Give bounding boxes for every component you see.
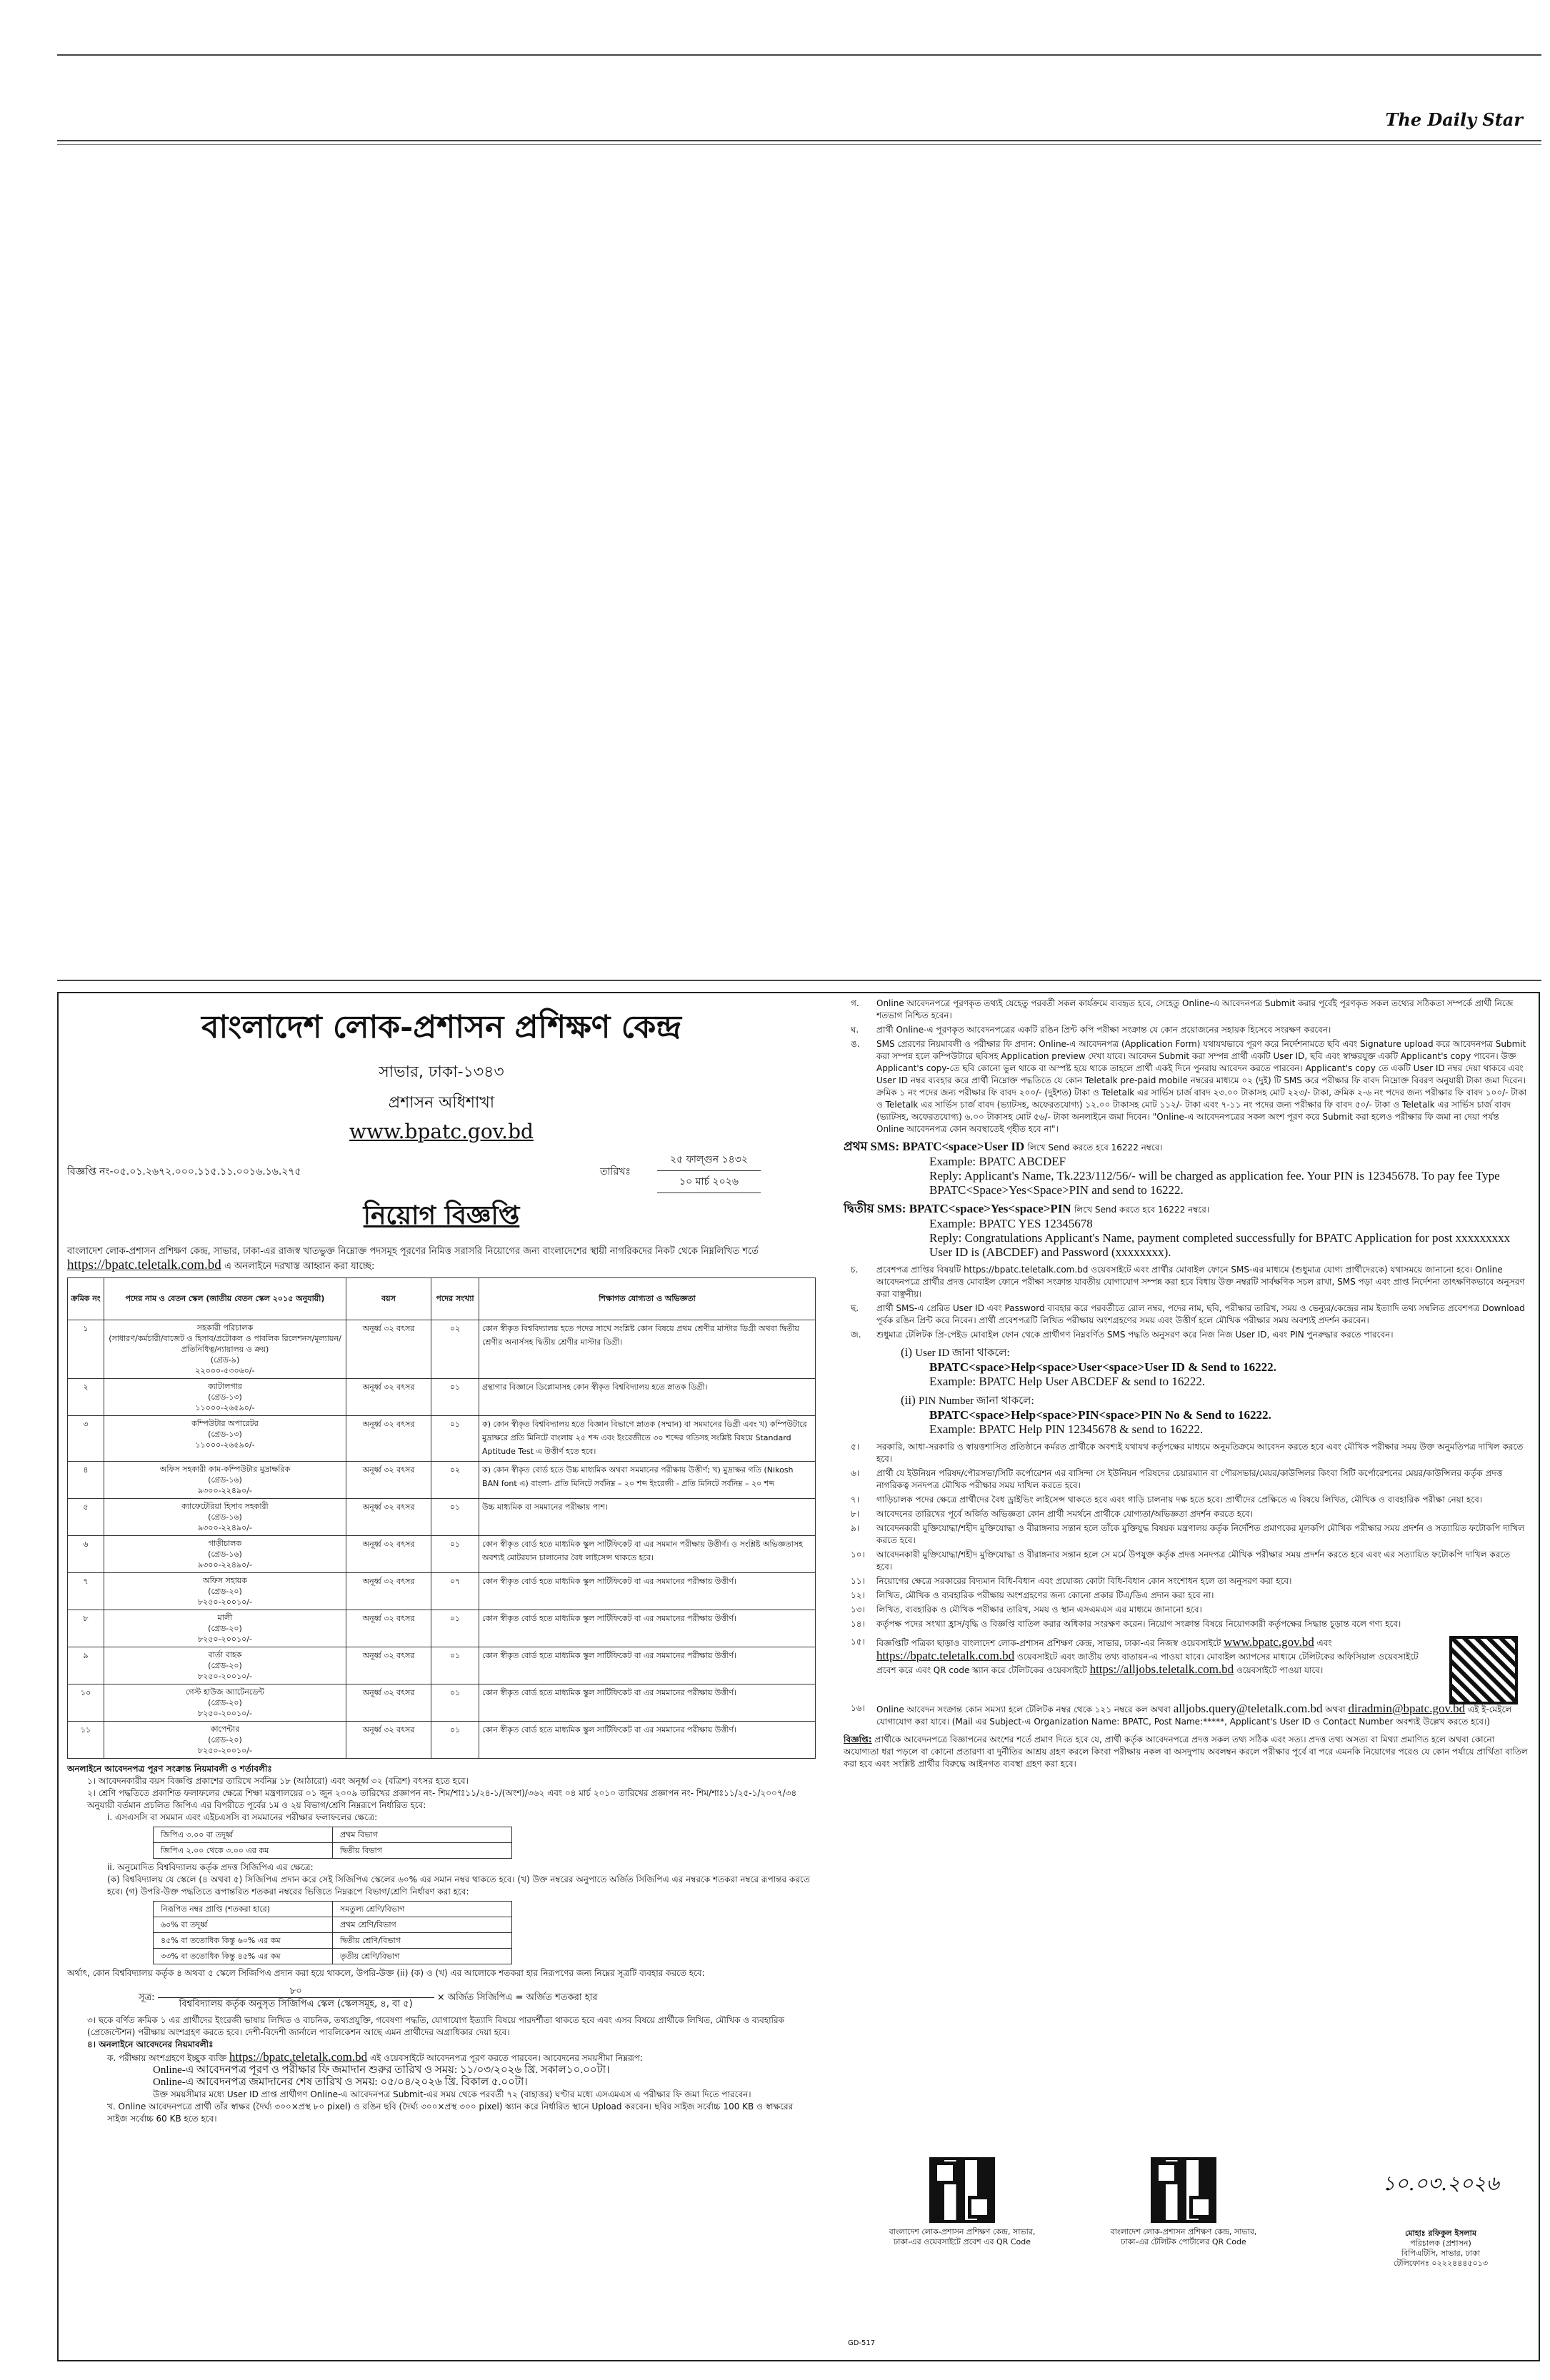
notice-title: নিয়োগ বিজ্ঞপ্তি <box>363 1200 520 1230</box>
list-item <box>844 1441 1528 1465</box>
sms-second <box>844 1202 1528 1260</box>
signature-block <box>1362 2157 1519 2269</box>
cell-serial: ৬ <box>68 1536 104 1573</box>
post-scale: ১১০০০-২৬৫৯০/- <box>195 1440 255 1450</box>
conditions <box>67 1763 816 2125</box>
qr-signature-row <box>841 2157 1534 2350</box>
cell-count: ০২ <box>431 1462 479 1499</box>
post-name: অফিস সহায়ক <box>203 1576 247 1585</box>
cell-serial: ১০ <box>68 1684 104 1722</box>
list-item <box>844 1575 1528 1587</box>
item-text: আবেদনের তারিখের পূর্বে অর্জিত অভিজ্ঞতা কোন প্রার্থী সমর্থনে প্রার্থীকে যোগ্যতা/অভিজ্ঞতা প্রদর্শন করতে হবে। <box>876 1509 1253 1519</box>
cell-count: ০১ <box>431 1379 479 1416</box>
post-grade: (গ্রেড-২০) <box>208 1661 242 1670</box>
post-scale: ৮২৫০-২০০১০/- <box>198 1746 252 1755</box>
table-row <box>154 1933 512 1949</box>
cell-serial: ১১ <box>68 1722 104 1759</box>
gpa-table <box>153 1827 512 1859</box>
item-text: লিখিত, মৌখিক ও ব্যবহারিক পরীক্ষায় অংশগ্রহণের জন্য কোনো প্রকার টিএ/ডিএ প্রদান করা হবে না। <box>876 1590 1214 1600</box>
intro-url[interactable]: https://bpatc.teletalk.com.bd <box>67 1257 221 1272</box>
post-name: মালী <box>217 1613 233 1622</box>
col-serial: ক্রমিক নং <box>68 1278 104 1320</box>
date-english: ১০ মার্চ ২০২৬ <box>657 1171 761 1193</box>
condition-4k <box>67 2051 816 2064</box>
post-scale: ৯৩০০-২২৪৯০/- <box>198 1523 252 1532</box>
item-ja <box>844 1329 1528 1341</box>
post-name: গাড়ীচালক <box>208 1539 242 1548</box>
recover-example: Example: BPATC Help PIN 12345678 & send to 16222. <box>929 1422 1204 1436</box>
cell-post <box>104 1573 346 1610</box>
cell-qualification: কোন স্বীকৃত বিশ্ববিদ্যালয় হতে পদের সাথে সংশ্লিষ্ট কোন বিষয়ে প্রথম শ্রেণীর মাস্টার ডিগ্রী অথবা দ্বিতীয় শ্রেণীর অনার্সসহ দ্বিতীয় শ্রেণীর মাস্টার ডিগ্রী। <box>479 1320 816 1379</box>
item-key: ৫। <box>851 1442 860 1452</box>
sms-first <box>844 1140 1528 1197</box>
cell-serial: ৫ <box>68 1499 104 1536</box>
table-row <box>154 1843 512 1859</box>
table-cell: জিপিএ ২.০০ থেকে ৩.০০ এর কম <box>154 1843 333 1859</box>
right-items-3 <box>844 1441 1528 1630</box>
col-age: বয়স <box>346 1278 431 1320</box>
post-grade: (গ্রেড-১৬) <box>208 1475 242 1485</box>
item-15-url-2[interactable]: https://bpatc.teletalk.com.bd <box>876 1649 1015 1662</box>
condition-4k-url[interactable]: https://bpatc.teletalk.com.bd <box>229 2050 368 2064</box>
sms-second-command: BPATC<space>Yes<space>PIN <box>909 1202 1071 1215</box>
signatory-office: বিপিএটিসি, সাভার, ঢাকা <box>1401 2249 1480 2258</box>
item-text: প্রার্থী SMS-এ প্রেরিত User ID এবং Password ব্যবহার করে পরবর্তীতে রোল নম্বর, পদের নাম, ছবি, পরীক্ষার তারিখ, সময় ও ভেন্যুর/কেন্দ্রের নাম ইত্যাদি তথ্য সম্বলিত প্রবেশপত্র Download পূর্বক রঙিন প্রিন্ট করে নিবেন। প্রার্থী প্রবেশপত্রটি লিখিত পরীক্ষায় অংশগ্রহণের সময় এবং উত্তীর্ণ হলে মৌখিক পরীক্ষার সময় অবশ্যই প্রদর্শন করবেন। <box>876 1303 1525 1325</box>
post-name: বার্তা বাহক <box>208 1650 242 1660</box>
list-item <box>844 1522 1528 1547</box>
qr-caption: বাংলাদেশ লোক-প্রশাসন প্রশিক্ষণ কেন্দ্র, সাভার, ঢাকা-এর ওয়েবসাইটে প্রবেশ এর QR Code <box>889 2227 1036 2246</box>
table-row <box>154 1827 512 1843</box>
item-key: গ. <box>851 998 859 1008</box>
cgpa-table <box>153 1901 512 1964</box>
item-16-email-1[interactable]: alljobs.query@teletalk.com.bd <box>1173 1702 1323 1715</box>
item-text: SMS প্রেরণের নিয়মাবলী ও পরীক্ষার ফি প্রদান: Online-এ আবেদনপত্র (Application Form) যথাযথভাবে পূরণ করে নির্দেশনামতে ছবি এবং Signature upload করে আবেদনপত্র Submit করা সম্পন্ন হলে কম্পিউটারে ছবিসহ Application preview দেখা যাবে। আবেদন Submit করা সম্পন্ন প্রার্থী একটি User ID, ছবি এবং স্বাক্ষরযুক্ত একটি Applicant's copy পাবেন। উক্ত Applicant's copy-তে ছবি কোনো ভুল থাকে বা অস্পষ্ট হয়ে থাকে তাহলে প্রার্থী একই দিনে পুনরায় আবেদন করতে পারবেন। Applicant's copy তে একটি User ID নম্বর দেয়া থাকবে এবং User ID নম্বর ব্যবহার করে প্রার্থী নিম্নোক্ত পদ্ধতিতে যে কোন Teletalk pre-paid mobile নম্বরের মাধ্যমে ০২ (দুই) টি SMS করে পরীক্ষার ফি বাবদ নিম্নোক্ত বিবরণ অনুযায়ী টাকা জমা দিবেন। ক্রমিক ১ নং পদের জন্য পরীক্ষার ফি বাবদ ২০০/- (দুইশত) টাকা ও Teletalk এর সার্ভিস চার্জ বাবদ ২৩.০০ টাকাসহ মোট ২২৩/- টাকা, ক্রমিক ২-৬ নং পদের জন্য পরীক্ষার ফি বাবদ ১০০/- টাকা ও Teletalk এর সার্ভিস চার্জ বাবদ (ভ্যাটসহ, অফেরতযোগ্য) ১২.০০ টাকাসহ মোট ১১২/- টাকা এবং ৭-১১ নং পদের জন্য পরীক্ষার ফি বাবদ ৫০/- টাকা ও Teletalk এর সার্ভিস চার্জ বাবদ (ভ্যাটসহ, অফেরতযোগ্য) ৬.০০ টাকাসহ মোট ৫৬/- টাকা অনলাইনে জমা দিবেন। "Online-এ আবেদনপত্রের সকল অংশ পূরণ করে Submit করা হলেও পরীক্ষার ফি জমা না দেয়া পর্যন্ত Online আবেদনপত্র কোন অবস্থাতেই গৃহীত হবে না"। <box>876 1039 1527 1134</box>
cell-qualification: কোন স্বীকৃত বোর্ড হতে মাধ্যমিক স্কুল সার্টিফিকেট বা এর সমমানের পরীক্ষায় উত্তীর্ণ। <box>479 1610 816 1647</box>
cell-count: ০৭ <box>431 1573 479 1610</box>
list-item <box>844 1590 1528 1602</box>
post-scale: ৯৩০০-২২৪৯০/- <box>198 1486 252 1495</box>
list-item <box>844 1604 1528 1616</box>
signatory-phone: টেলিফোনঃ ০২২২৪৪৪৫০১৩ <box>1394 2259 1488 2268</box>
item-text: গাড়িচালক পদের ক্ষেত্রে প্রার্থীদের বৈধ ড্রাইভিং লাইসেন্স থাকতে হবে এবং গাড়ি চালনায় দক্ষ হতে হবে। প্রার্থীদের প্রেক্ষিতে এ বিষয়ে লিখিত, মৌখিক ও ব্যবহারিক পরীক্ষা নেয়া হবে। <box>876 1495 1483 1505</box>
table-row <box>68 1379 816 1416</box>
item-text: নিয়োগের ক্ষেত্রে সরকারের বিদ্যমান বিধি-বিধান এবং প্রযোজ্য কোটা বিধি-বিধান কোন সংশোধন হলে তা অনুসরণ করা হবে। <box>876 1576 1292 1586</box>
item-key: জ. <box>851 1330 861 1340</box>
recover-example: Example: BPATC Help User ABCDEF & send to 16222. <box>929 1375 1206 1388</box>
recover-key: (ii) <box>901 1393 916 1407</box>
table-row <box>68 1610 816 1647</box>
cell-post <box>104 1722 346 1759</box>
item-15 <box>844 1636 1528 1700</box>
post-scale: ৮২৫০-২০০১০/- <box>198 1672 252 1681</box>
masthead-rule <box>57 140 1541 141</box>
sms-first-label: প্রথম SMS: <box>844 1140 900 1153</box>
item-text: প্রার্থী যে ইউনিয়ন পরিষদ/পৌরসভা/সিটি কর্পোরেশন এর বাসিন্দা সে ইউনিয়ন পরিষদের চেয়ারম্যান বা পৌরসভার/মেয়র/কাউন্সিলর কিংবা সিটি কর্পোরেশনের মেয়র/কাউন্সিলর কর্তৃক প্রদত্ত নাগরিকত্ব সনদপত্র মৌখিক পরীক্ষার সময় দাখিল করতে হবে। <box>876 1468 1503 1490</box>
item-text: আবেদনকারী মুক্তিযোদ্ধা/শহীদ মুক্তিযোদ্ধা ও বীরাঙ্গনার সন্তান হলে সে মর্মে উপযুক্ত কর্তৃক প্রদত্ত সনদপত্র মৌখিক পরীক্ষার সময় প্রদর্শন করতে হবে এবং এর সত্যায়িত ফটোকপি দাখিল করতে হবে। <box>876 1550 1511 1572</box>
item-key: ঘ. <box>851 1025 859 1035</box>
mini-table-2-text: (ক) বিশ্ববিদ্যালয় যে স্কেলে (৪ অথবা ৫) সিজিপিএ প্রদান করে সেই সিজিপিএ স্কেলের ৬০% এর সমান নম্বর থাকতে হবে। (খ) উক্ত নম্বরের অনুপাতে অর্জিত সিজিপিএ এর নম্বরকে শতকরা নম্বরে রূপান্তর করতে হবে। (গ) উপরি-উক্ত পদ্ধতিতে রূপান্তরিত শতকরা নম্বরের ভিত্তিতে নিম্নরূপে বিভাগ/শ্রেণি নির্ধারণ করা হবে: <box>107 1874 810 1897</box>
condition-4k-end: এই ওয়েবসাইটে আবেদনপত্র পূরণ করতে পারবেন। আবেদনের সময়সীমা নিম্নরূপ: <box>369 2053 643 2063</box>
item-key: ৯। <box>851 1523 860 1533</box>
item-16-text-c: এই ই-মেইলে যোগাযোগ করা যাবে। (Mail এর Subject-এ Organization Name: BPATC, Post Name:*****, Applicant's User ID ও Contact Number অবশ্যই উল্লেখ করতে হবে।) <box>876 1704 1512 1727</box>
cell-count: ০১ <box>431 1499 479 1536</box>
cell-post <box>104 1684 346 1722</box>
post-scale: ১১০০০-২৬৫৯০/- <box>195 1403 255 1412</box>
cell-age: অনূর্ধ্ব ৩২ বৎসর <box>346 1722 431 1759</box>
online-start: Online-এ আবেদনপত্র পূরণ ও পরীক্ষার ফি জমাদান শুরুর তারিখ ও সময়: ১১/০৩/২০২৬ খ্রি. সকাল১০.০০টা। <box>153 2064 610 2076</box>
item-text: আবেদনকারী মুক্তিযোদ্ধা/শহীদ মুক্তিযোদ্ধা ও বীরাঙ্গনার সন্তান হলে তাঁকে মুক্তিযুদ্ধ বিষয়ক মন্ত্রণালয় কর্তৃক নির্দেশিত প্রমাণকের মূলকপি মৌখিক পরীক্ষার সময় প্রদর্শন ও সত্যায়িত ফটোকপি দাখিল করতে হবে। <box>876 1523 1525 1545</box>
cell-serial: ৯ <box>68 1647 104 1684</box>
right-items-1 <box>841 993 1534 1770</box>
posts-table-header <box>68 1278 816 1320</box>
table-row <box>154 1949 512 1964</box>
cell-count: ০১ <box>431 1536 479 1573</box>
col-post: পদের নাম ও বেতন স্কেল (জাতীয় বেতন স্কেল ২০১৫ অনুযায়ী) <box>104 1278 346 1320</box>
table-cell: সমতুল্য শ্রেণি/বিভাগ <box>333 1902 512 1917</box>
notice-paragraph <box>844 1734 1528 1770</box>
formula-label: সূত্র: <box>139 1992 155 2003</box>
cell-count: ০১ <box>431 1722 479 1759</box>
intro-text: বাংলাদেশ লোক-প্রশাসন প্রশিক্ষণ কেন্দ্র, সাভার, ঢাকা-এর রাজস্ব খাতভুক্ত নিম্নোক্ত পদসমূহ পূরণের নিমিত্ত সরাসরি নিয়োগের জন্য বাংলাদেশের স্থায়ী নাগরিকদের নিকট থেকে নিম্নলিখিত শর্তে <box>67 1246 759 1257</box>
item-15-url-1[interactable]: www.bpatc.gov.bd <box>1224 1635 1314 1649</box>
table-cell: দ্বিতীয় শ্রেণি/বিভাগ <box>333 1933 512 1949</box>
cell-post <box>104 1416 346 1462</box>
qr-code-icon <box>1449 1636 1518 1704</box>
item-gha <box>844 1024 1528 1036</box>
qr-code-icon <box>1151 2157 1216 2223</box>
qr-caption: বাংলাদেশ লোক-প্রশাসন প্রশিক্ষণ কেন্দ্র, সাভার, ঢাকা-এর টেলিটক পোর্টালের QR Code <box>1110 2227 1257 2246</box>
table-cell: প্রথম শ্রেণি/বিভাগ <box>333 1917 512 1933</box>
item-key: চ. <box>851 1265 859 1275</box>
post-name: ক্যাটালগার <box>208 1382 242 1391</box>
item-15-text-b: এবং <box>1316 1638 1332 1648</box>
post-scale: ২২০০০-৫৩০৬০/- <box>195 1366 255 1375</box>
cell-serial: ৮ <box>68 1610 104 1647</box>
cell-count: ০১ <box>431 1416 479 1462</box>
post-name: কাপেন্টার <box>210 1724 240 1734</box>
cell-age: অনূর্ধ্ব ৩২ বৎসর <box>346 1573 431 1610</box>
gd-code: GD-517 <box>848 2339 876 2347</box>
condition-4kh: খ. Online আবেদনপত্রে প্রার্থী তাঁর স্বাক্ষর (দৈর্ঘ্য ৩০০×প্রস্থ ৮০ pixel) ও রঙিন ছবি (দৈর্ঘ্য ৩০০×প্রস্থ ৩০০ pixel) স্ক্যান করে নির্ধারিত স্থানে Upload করবেন। ছবির সাইজ সর্বোচ্চ 100 KB ও স্বাক্ষরের সাইজ সর্বোচ্চ 60 KB হতে হবে। <box>107 2102 794 2124</box>
organization-name: বাংলাদেশ লোক-প্রশাসন প্রশিক্ষণ কেন্দ্র <box>201 1009 681 1045</box>
recover-key: (i) <box>901 1345 913 1359</box>
posts-table <box>67 1277 816 1759</box>
post-name: সহকারী পরিচালক <box>196 1323 254 1332</box>
item-text: Online আবেদনপত্রে পূরণকৃত তথ্যই যেহেতু পরবর্তী সকল কার্যক্রমে ব্যবহৃত হবে, সেহেতু Online-এ আবেদনপত্র Submit করার পূর্বেই পূরণকৃত সকল তথ্যের সঠিকতা সম্পর্কে প্রার্থী নিজে শতভাগ নিশ্চিত হবেন। <box>876 998 1514 1020</box>
table-cell: তৃতীয় শ্রেণি/বিভাগ <box>333 1949 512 1964</box>
formula-denominator: বিশ্ববিদ্যালয় কর্তৃক অনুসৃত সিজিপিএ স্কেল (স্কেলসমূহ, ৪, বা ৫) <box>179 1999 413 2009</box>
sms-first-example: Example: BPATC ABCDEF <box>929 1155 1066 1168</box>
table-cell: ৪৫% বা ততোধিক কিন্তু ৬০% এর কম <box>154 1933 333 1949</box>
condition-2: ২। শ্রেণি পদ্ধতিতে প্রকাশিত ফলাফলের ক্ষেত্রে শিক্ষা মন্ত্রণালয়ের ০১ জুন ২০০৯ তারিখের প্রজ্ঞাপন নং- শিম/শাঃ১১/২৪-১/(অংশ)/৩৬২ এবং ০৪ মার্চ ২০১০ তারিখের প্রজ্ঞাপন নং- শিম/শাঃ১১/২৫-১/২০০৭/৩৪ অনুযায়ী বর্তমান প্রচলিত জিপিএ এর বিপরীতে পূর্বের ১ম ও ২য় বিভাগ/শ্রেণি নিম্নরূপে নির্ধারিত হবে: <box>87 1788 797 1810</box>
item-text: শুধুমাত্র টেলিটক প্রি-পেইড মোবাইল ফোন থেকে প্রার্থীগণ নিম্নবর্ণিত SMS পদ্ধতি অনুসরণ করে নিজ নিজ User ID, এবং PIN পুনরুদ্ধার করতে পারবেন। <box>876 1330 1394 1340</box>
item-text: প্রবেশপত্র প্রাপ্তির বিষয়টি https://bpatc.teletalk.com.bd ওয়েবসাইটে এবং প্রার্থীর মোবাইল ফোনে SMS-এর মাধ্যমে (শুধুমাত্র যোগ্য প্রার্থীদেরকে) যথাসময়ে জানানো হবে। Online আবেদনপত্রে প্রার্থীর প্রদত্ত মোবাইল ফোনে পরীক্ষা সংক্রান্ত যাবতীয় যোগাযোগ সম্পন্ন করা হবে বিধায় উক্ত নম্বরটি সার্বক্ষণিক সচল রাখা, SMS পড়া এবং প্রাপ্ত নির্দেশনা তাৎক্ষণিকভাবে অনুসরণ করা বাঞ্ছনীয়। <box>876 1265 1525 1299</box>
signatory-name: মোহাঃ রফিকুল ইসলাম <box>1405 2229 1476 2238</box>
cell-age: অনূর্ধ্ব ৩২ বৎসর <box>346 1320 431 1379</box>
sms-second-label: দ্বিতীয় SMS: <box>844 1202 906 1215</box>
cell-qualification: ক) কোন স্বীকৃত বোর্ড হতে উচ্চ মাধ্যমিক অথবা সমমানের পরীক্ষায় উত্তীর্ণ; খ) মুদ্রাক্ষর গতি (Nikosh BAN font এ) বাংলা- প্রতি মিনিটে সর্বনিম্ন – ২০ শব্দ ইংরেজী - প্রতি মিনিটে সর্বনিম্ন – ২০ শব্দ <box>479 1462 816 1499</box>
cell-qualification: কোন স্বীকৃত বোর্ড হতে মাধ্যমিক স্কুল সার্টিফিকেট বা এর সমমানের পরীক্ষায় উত্তীর্ণ। <box>479 1722 816 1759</box>
recover-intro: PIN Number জানা থাকলে: <box>919 1395 1034 1407</box>
cell-serial: ৭ <box>68 1573 104 1610</box>
item-text: লিখিত, ব্যবহারিক ও মৌখিক পরীক্ষার তারিখ, সময় ও স্থান এসএমএস এর মাধ্যমে জানানো হবে। <box>876 1605 1202 1615</box>
post-grade: (গ্রেড-২০) <box>208 1587 242 1596</box>
ad-right-column <box>841 993 1534 2360</box>
qr-block-website <box>884 2157 1041 2247</box>
item-cha <box>844 1264 1528 1300</box>
list-item <box>844 1549 1528 1573</box>
post-name: অফিস সহকারী কাম-কম্পিউটার মুদ্রাক্ষরিক <box>159 1465 291 1474</box>
sms-second-example: Example: BPATC YES 12345678 <box>929 1217 1093 1230</box>
table-cell: ৩৩% বা ততোধিক কিন্তু ৪৫% এর কম <box>154 1949 333 1964</box>
intro-paragraph <box>67 1245 816 1273</box>
table-row <box>68 1647 816 1684</box>
table-row <box>154 1902 512 1917</box>
online-userid: উক্ত সময়সীমার মধ্যে User ID প্রাপ্ত প্রার্থীগণ Online-এ আবেদনপত্র Submit-এর সময় থেকে পরবর্তী ৭২ (বাহাত্তর) ঘণ্টার মধ্যে এসএমএস এ পরীক্ষার ফি জমা দিতে পারবেন। <box>153 2089 751 2099</box>
cell-post <box>104 1647 346 1684</box>
post-grade: (গ্রেড-২০) <box>208 1698 242 1707</box>
cell-post <box>104 1610 346 1647</box>
sms-second-tail: লিখে Send করতে হবে 16222 নম্বরে। <box>1074 1205 1210 1215</box>
recover-intro: User ID জানা থাকলে: <box>915 1347 1010 1359</box>
condition-4: ৪। অনলাইনে আবেদনের নিয়মাবলীঃ <box>87 2039 214 2049</box>
post-grade: (গ্রেড-১৩) <box>208 1392 242 1402</box>
notice-text: প্রার্থীকে আবেদনপত্রে বিজ্ঞাপনের অংশের শর্তে প্রমাণ দিতে হবে যে, প্রার্থী কর্তৃক আবেদনপত্রে প্রদত্ত সকল তথ্য সঠিক এবং সত্য। প্রদত্ত তথ্য অসত্য বা মিথ্যা প্রমাণিত হলে অথবা কোনো অযোগ্যতা ধরা পড়লে বা কোনো প্রতারণা বা দুর্নীতির আশ্রয় গ্রহণ করলে কিংবা পরীক্ষায় নকল বা অসদুপায় অবলম্বন করলে পরীক্ষার পূর্বে বা পরে এমনকি নিয়োগের পরেও যে কোন পর্যায়ে প্রার্থিতা বাতিল করা হবে এবং সংশ্লিষ্ট প্রার্থীর বিরুদ্ধে আইনগত ব্যবস্থা গ্রহণ করা হবে। <box>844 1734 1528 1769</box>
item-key: ১২। <box>851 1590 865 1600</box>
table-cell: প্রথম বিভাগ <box>333 1827 512 1843</box>
table-cell: নিরূপিত নম্বর প্রাপ্তি (শতকরা হারে) <box>154 1902 333 1917</box>
item-key: ঙ. <box>851 1039 860 1049</box>
formula-fraction <box>158 1985 434 2010</box>
signatory-title: পরিচালক (প্রশাসন) <box>1410 2239 1471 2248</box>
qr-code-icon <box>929 2157 995 2223</box>
cell-count: ০১ <box>431 1647 479 1684</box>
cell-qualification: ক) কোন স্বীকৃত বিশ্ববিদ্যালয় হতে বিজ্ঞান বিভাগে স্নাতক (সম্মান) বা সমমানের ডিগ্রী এবং খ) কম্পিউটারে মুদ্রাক্ষরে প্রতি মিনিটে বাংলায় ২৫ শব্দ এবং ইংরেজীতে ৩০ শব্দের গতিসহ সংশ্লিষ্ট বিষয়ে Standard Aptitude Test এ উত্তীর্ণ হতে হবে। <box>479 1416 816 1462</box>
item-key: ১৩। <box>851 1605 865 1615</box>
sms-first-reply: Reply: Applicant's Name, Tk.223/112/56/- will be charged as application fee. Your PIN is 12345678. To pay fee Type BPATC<Space>Yes<Space>PIN and send to 16222. <box>929 1169 1500 1197</box>
post-grade: (গ্রেড-২০) <box>208 1624 242 1633</box>
item-key: ছ. <box>851 1303 859 1313</box>
post-grade: (গ্রেড-১৬) <box>208 1512 242 1522</box>
organization-website[interactable]: www.bpatc.gov.bd <box>349 1120 534 1143</box>
cell-serial: ১ <box>68 1320 104 1379</box>
list-item <box>844 1618 1528 1630</box>
cell-post <box>104 1499 346 1536</box>
item-15-text-a: বিজ্ঞপ্তিটি পত্রিকা ছাড়াও বাংলাদেশ লোক-প্রশাসন প্রশিক্ষণ কেন্দ্র, সাভার, ঢাকা-এর নিজস্ব ওয়েবসাইটে <box>876 1638 1221 1648</box>
cell-count: ০১ <box>431 1610 479 1647</box>
post-scale: ৮২৫০-২০০১০/- <box>198 1709 252 1718</box>
list-item <box>844 1508 1528 1520</box>
cell-post <box>104 1320 346 1379</box>
conditions-heading: অনলাইনে আবেদনপত্র পূরণ সংক্রান্ত নিয়মাবলী ও শর্তাবলীঃ <box>67 1764 272 1774</box>
table-row <box>68 1462 816 1499</box>
mini-table-1-caption: i. এসএসসি বা সমমান এবং এইচএসসি বা সমমানের পরীক্ষার ফলাফলের ক্ষেত্রে: <box>107 1812 378 1822</box>
reference-row <box>63 1149 820 1193</box>
signature-mark: ১০.০৩.২০২৬ <box>1382 2171 1499 2195</box>
cell-age: অনূর্ধ্ব ৩২ বৎসর <box>346 1499 431 1536</box>
sms-first-command: BPATC<space>User ID <box>902 1140 1025 1153</box>
post-scale: ৮২৫০-২০০১০/- <box>198 1597 252 1607</box>
cell-post <box>104 1462 346 1499</box>
item-16-text-a: Online আবেদন সংক্রান্ত কোন সমস্যা হলে টেলিটক নম্বর থেকে ১২১ নম্বরে কল অথবা <box>876 1704 1171 1714</box>
item-key: ১১। <box>851 1576 865 1586</box>
item-text: কর্তৃপক্ষ পদের সংখ্যা হ্রাস/বৃদ্ধি ও বিজ্ঞপ্তি বাতিল করার অধিকার সংরক্ষণ করেন। নিয়োগ সংক্রান্ত বিষয়ে নিয়োগকারী কর্তৃপক্ষের সিদ্ধান্ত চূড়ান্ত বলে গণ্য হবে। <box>876 1619 1401 1629</box>
cell-serial: ৪ <box>68 1462 104 1499</box>
item-text: সরকারি, আধা-সরকারি ও স্বায়ত্তশাসিত প্রতিষ্ঠানে কর্মরত প্রার্থীকে অবশ্যই যথাযথ কর্তৃপক্ষের মাধ্যমে অনুমতিক্রমে আবেদন করতে হবে এবং মৌখিক পরীক্ষার সময় উক্ত অনুমতিপত্র দাখিল করতে হবে। <box>876 1442 1524 1464</box>
col-qualification: শিক্ষাগত যোগ্যতা ও অভিজ্ঞতা <box>479 1278 816 1320</box>
list-item <box>844 1467 1528 1492</box>
intro-end: এ অনলাইনে দরখাস্ত আহ্বান করা যাচ্ছে: <box>224 1261 375 1272</box>
item-15-text-d: ওয়েবসাইটে পাওয়া যাবে। <box>1236 1665 1324 1675</box>
table-row <box>68 1416 816 1462</box>
cell-count: ০১ <box>431 1684 479 1722</box>
post-name: কম্পিউটার অপারেটর <box>191 1419 259 1428</box>
condition-3: ৩। ছকে বর্ণিত ক্রমিক ১ এর প্রার্থীদের ইংরেজী ভাষায় লিখিত ও বাচনিক, তথ্যপ্রযুক্তি, গবেষণা পদ্ধতি, যোগাযোগ ইত্যাদি বিষয়ে পারদর্শীতা থাকতে হবে এবং এসব বিষয়ে প্রার্থীকে লিখিত, মৌখিক ও ব্যবহারিক (প্রেজেন্টেশন) পরীক্ষায় অংশগ্রহণ করতে হবে। দেশী-বিদেশী জার্নালে পাবলিকেশন আছে এমন প্রার্থীদের অগ্রাধিকার দেয়া হবে। <box>87 2015 784 2037</box>
item-uma <box>844 1038 1528 1135</box>
online-end: Online-এ আবেদনপত্র জমাদানের শেষ তারিখ ও সময়: ০৫/০৪/২০২৬ খ্রি. বিকাল ৫.০০টা। <box>153 2077 528 2088</box>
organization-wing: প্রশাসন অধিশাখা <box>388 1094 495 1112</box>
table-row <box>68 1536 816 1573</box>
cell-age: অনূর্ধ্ব ৩২ বৎসর <box>346 1647 431 1684</box>
table-row <box>68 1684 816 1722</box>
table-row <box>68 1499 816 1536</box>
cell-age: অনূর্ধ্ব ৩২ বৎসর <box>346 1462 431 1499</box>
item-15-text-c: ওয়েবসাইটে এবং জাতীয় তথ্য বাতায়ন-এ পাওয়া যাবে। মোবাইল অ্যাপসের মাধ্যমে টেলিটকের অফিসিয়াল ওয়েবসাইটে প্রবেশ করে এবং QR code স্ক্যান করে টেলিটকের ওয়েবসাইটে <box>876 1652 1419 1675</box>
cell-age: অনূর্ধ্ব ৩২ বৎসর <box>346 1610 431 1647</box>
item-text: প্রার্থী Online-এ পূরণকৃত আবেদনপত্রের একটি রঙিন প্রিন্ট কপি পরীক্ষা সংক্রান্ত যে কোন প্রয়োজনের সহায়ক হিসেবে সংরক্ষণ করবেন। <box>876 1025 1331 1035</box>
cell-qualification: উচ্চ মাধ্যমিক বা সমমানের পরীক্ষায় পাশ। <box>479 1499 816 1536</box>
recover-user-id <box>844 1345 1528 1389</box>
post-name: ক্যাফেটেরিয়া হিসাব সহকারী <box>181 1502 269 1511</box>
col-count: পদের সংখ্যা <box>431 1278 479 1320</box>
post-detail: (সাধারণ/কর্মচারী/বাজেট ও হিসাব/প্রটোকল ও পাবলিক রিলেশনস/মূল্যায়ন/ প্রতিনিধিত্ব/ন্যায়ালয় ও ক্রয়) <box>109 1334 341 1354</box>
list-item <box>844 1494 1528 1506</box>
date-block <box>657 1149 761 1193</box>
item-key: ৮। <box>851 1509 860 1519</box>
qr-block-teletalk <box>1105 2157 1262 2247</box>
post-grade: (গ্রেড-১৩) <box>208 1430 242 1439</box>
cell-qualification: কোন স্বীকৃত বোর্ড হতে মাধ্যমিক স্কুল সার্টিফিকেট বা এর সমমানের পরীক্ষায় উত্তীর্ণ। <box>479 1647 816 1684</box>
masthead: The Daily Star <box>1385 109 1523 130</box>
date-label: তারিখঃ <box>600 1166 631 1178</box>
table-cell: দ্বিতীয় বিভাগ <box>333 1843 512 1859</box>
formula-numerator: ৮০ <box>158 1985 434 1998</box>
ad-left-column <box>63 993 820 2360</box>
cell-age: অনূর্ধ্ব ৩২ বৎসর <box>346 1536 431 1573</box>
condition-1: ১। আবেদনকারীর বয়স বিজ্ঞপ্তি প্রকাশের তারিখে সর্বনিম্ন ১৮ (আঠারো) এবং অনূর্ধ্ব ৩২ (বত্রিশ) বৎসর হতে হবে। <box>87 1776 469 1786</box>
organization-address: সাভার, ঢাকা-১৩৪৩ <box>379 1063 504 1081</box>
post-scale: ৯৩০০-২২৪৯০/- <box>198 1560 252 1570</box>
formula-rhs: × অর্জিত সিজিপিএ = অর্জিত শতকরা হার <box>436 1992 598 2003</box>
notice-label: বিজ্ঞপ্তি: <box>844 1734 872 1744</box>
cell-age: অনূর্ধ্ব ৩২ বৎসর <box>346 1684 431 1722</box>
post-scale: ৮২৫০-২০০১০/- <box>198 1635 252 1644</box>
ad-header <box>63 1003 820 1143</box>
masthead-rule-thin <box>57 144 1541 145</box>
post-grade: (গ্রেড-১৬) <box>208 1550 242 1559</box>
item-16-email-2[interactable]: diradmin@bpatc.gov.bd <box>1348 1702 1466 1715</box>
sms-first-tail: লিখে Send করতে হবে 16222 নম্বরে। <box>1027 1143 1163 1153</box>
item-16-text-b: অথবা <box>1325 1704 1346 1714</box>
table-cell: ৬০% বা তদূর্ধ্ব <box>154 1917 333 1933</box>
mini-table-2-caption: ii. অনুমোদিত বিশ্ববিদ্যালয় কর্তৃক প্রদত্ত সিজিপিএ এর ক্ষেত্রে: <box>107 1862 314 1872</box>
recover-command: BPATC<space>Help<space>User<space>User ID & Send to 16222. <box>929 1360 1276 1374</box>
cell-qualification: কোন স্বীকৃত বোর্ড হতে মাধ্যমিক স্কুল সার্টিফিকেট বা এর সমমান পরীক্ষায় উত্তীর্ণ। ও সংশ্লিষ্ট অভিজ্ঞতাসহ অবশ্যই মোটরযান চালানোর বৈধ লাইসেন্স থাকতে হবে। <box>479 1536 816 1573</box>
item-ga <box>844 998 1528 1022</box>
item-16 <box>844 1702 1528 1728</box>
reference-number: বিজ্ঞপ্তি নং-০৫.০১.২৬৭২.০০০.১১৫.১১.০০১৬.১৬.২৭৫ <box>67 1166 301 1178</box>
item-key: ১৬। <box>851 1703 865 1713</box>
item-key: ১৫। <box>851 1637 865 1647</box>
item-15-url-3[interactable]: https://alljobs.teletalk.com.bd <box>1089 1662 1234 1676</box>
recover-command: BPATC<space>Help<space>PIN<space>PIN No & Send to 16222. <box>929 1408 1271 1422</box>
item-key: ৭। <box>851 1495 860 1505</box>
condition-4k-text: ক. পরীক্ষায় অংশগ্রহণে ইচ্ছুক ব্যক্তি <box>107 2053 227 2063</box>
post-grade: (গ্রেড-৯) <box>210 1355 240 1365</box>
cell-qualification: কোন স্বীকৃত বোর্ড হতে মাধ্যমিক স্কুল সার্টিফিকেট বা এর সমমানের পরীক্ষায় উত্তীর্ণ। <box>479 1573 816 1610</box>
cell-serial: ২ <box>68 1379 104 1416</box>
posts-table-body <box>68 1320 816 1759</box>
cell-qualification: গ্রন্থাগার বিজ্ঞানে ডিপ্লোমাসহ কোন স্বীকৃত বিশ্ববিদ্যালয় হতে স্নাতক ডিগ্রী। <box>479 1379 816 1416</box>
item-key: ১০। <box>851 1550 865 1560</box>
table-row <box>68 1573 816 1610</box>
cell-post <box>104 1379 346 1416</box>
table-row <box>154 1917 512 1933</box>
table-cell: জিপিএ ৩.০০ বা তদূর্ধ্ব <box>154 1827 333 1843</box>
cell-qualification: কোন স্বীকৃত বোর্ড হতে মাধ্যমিক স্কুল সার্টিফিকেট বা এর সমমানের পরীক্ষায় উত্তীর্ণ। <box>479 1684 816 1722</box>
cell-age: অনূর্ধ্ব ৩২ বৎসর <box>346 1416 431 1462</box>
item-chha <box>844 1302 1528 1327</box>
recover-pin <box>844 1393 1528 1437</box>
ad-top-rule <box>57 980 1541 981</box>
top-rule <box>57 54 1541 56</box>
cell-serial: ৩ <box>68 1416 104 1462</box>
cell-count: ০২ <box>431 1320 479 1379</box>
date-bengali: ২৫ ফাল্গুন ১৪৩২ <box>657 1149 761 1171</box>
item-key: ১৪। <box>851 1619 865 1629</box>
table-row <box>68 1320 816 1379</box>
cell-post <box>104 1536 346 1573</box>
sms-second-reply: Reply: Congratulations Applicant's Name, payment completed successfully for BPATC Application for post xxxxxxxxx User ID is (ABCDEF) and Password (xxxxxxxx). <box>929 1231 1511 1259</box>
table-row <box>68 1722 816 1759</box>
post-name: গেস্ট হাউজ অ্যাটেনডেন্ট <box>185 1687 265 1697</box>
item-key: ৬। <box>851 1468 860 1478</box>
post-grade: (গ্রেড-২০) <box>208 1735 242 1744</box>
job-advertisement <box>57 992 1540 2361</box>
formula <box>139 1985 816 2010</box>
formula-intro: অর্থাৎ, কোন বিশ্ববিদ্যালয় কর্তৃক ৪ অথবা ৫ স্কেলে সিজিপিএ প্রদান করা হয়ে থাকলে, উপরি-উক্ত (ii) (ক) ও (খ) এর আলোকে শতকরা হার নিরূপণের জন্য নিম্নের সূত্রটি ব্যবহার করতে হবে: <box>67 1968 705 1978</box>
cell-age: অনূর্ধ্ব ৩২ বৎসর <box>346 1379 431 1416</box>
